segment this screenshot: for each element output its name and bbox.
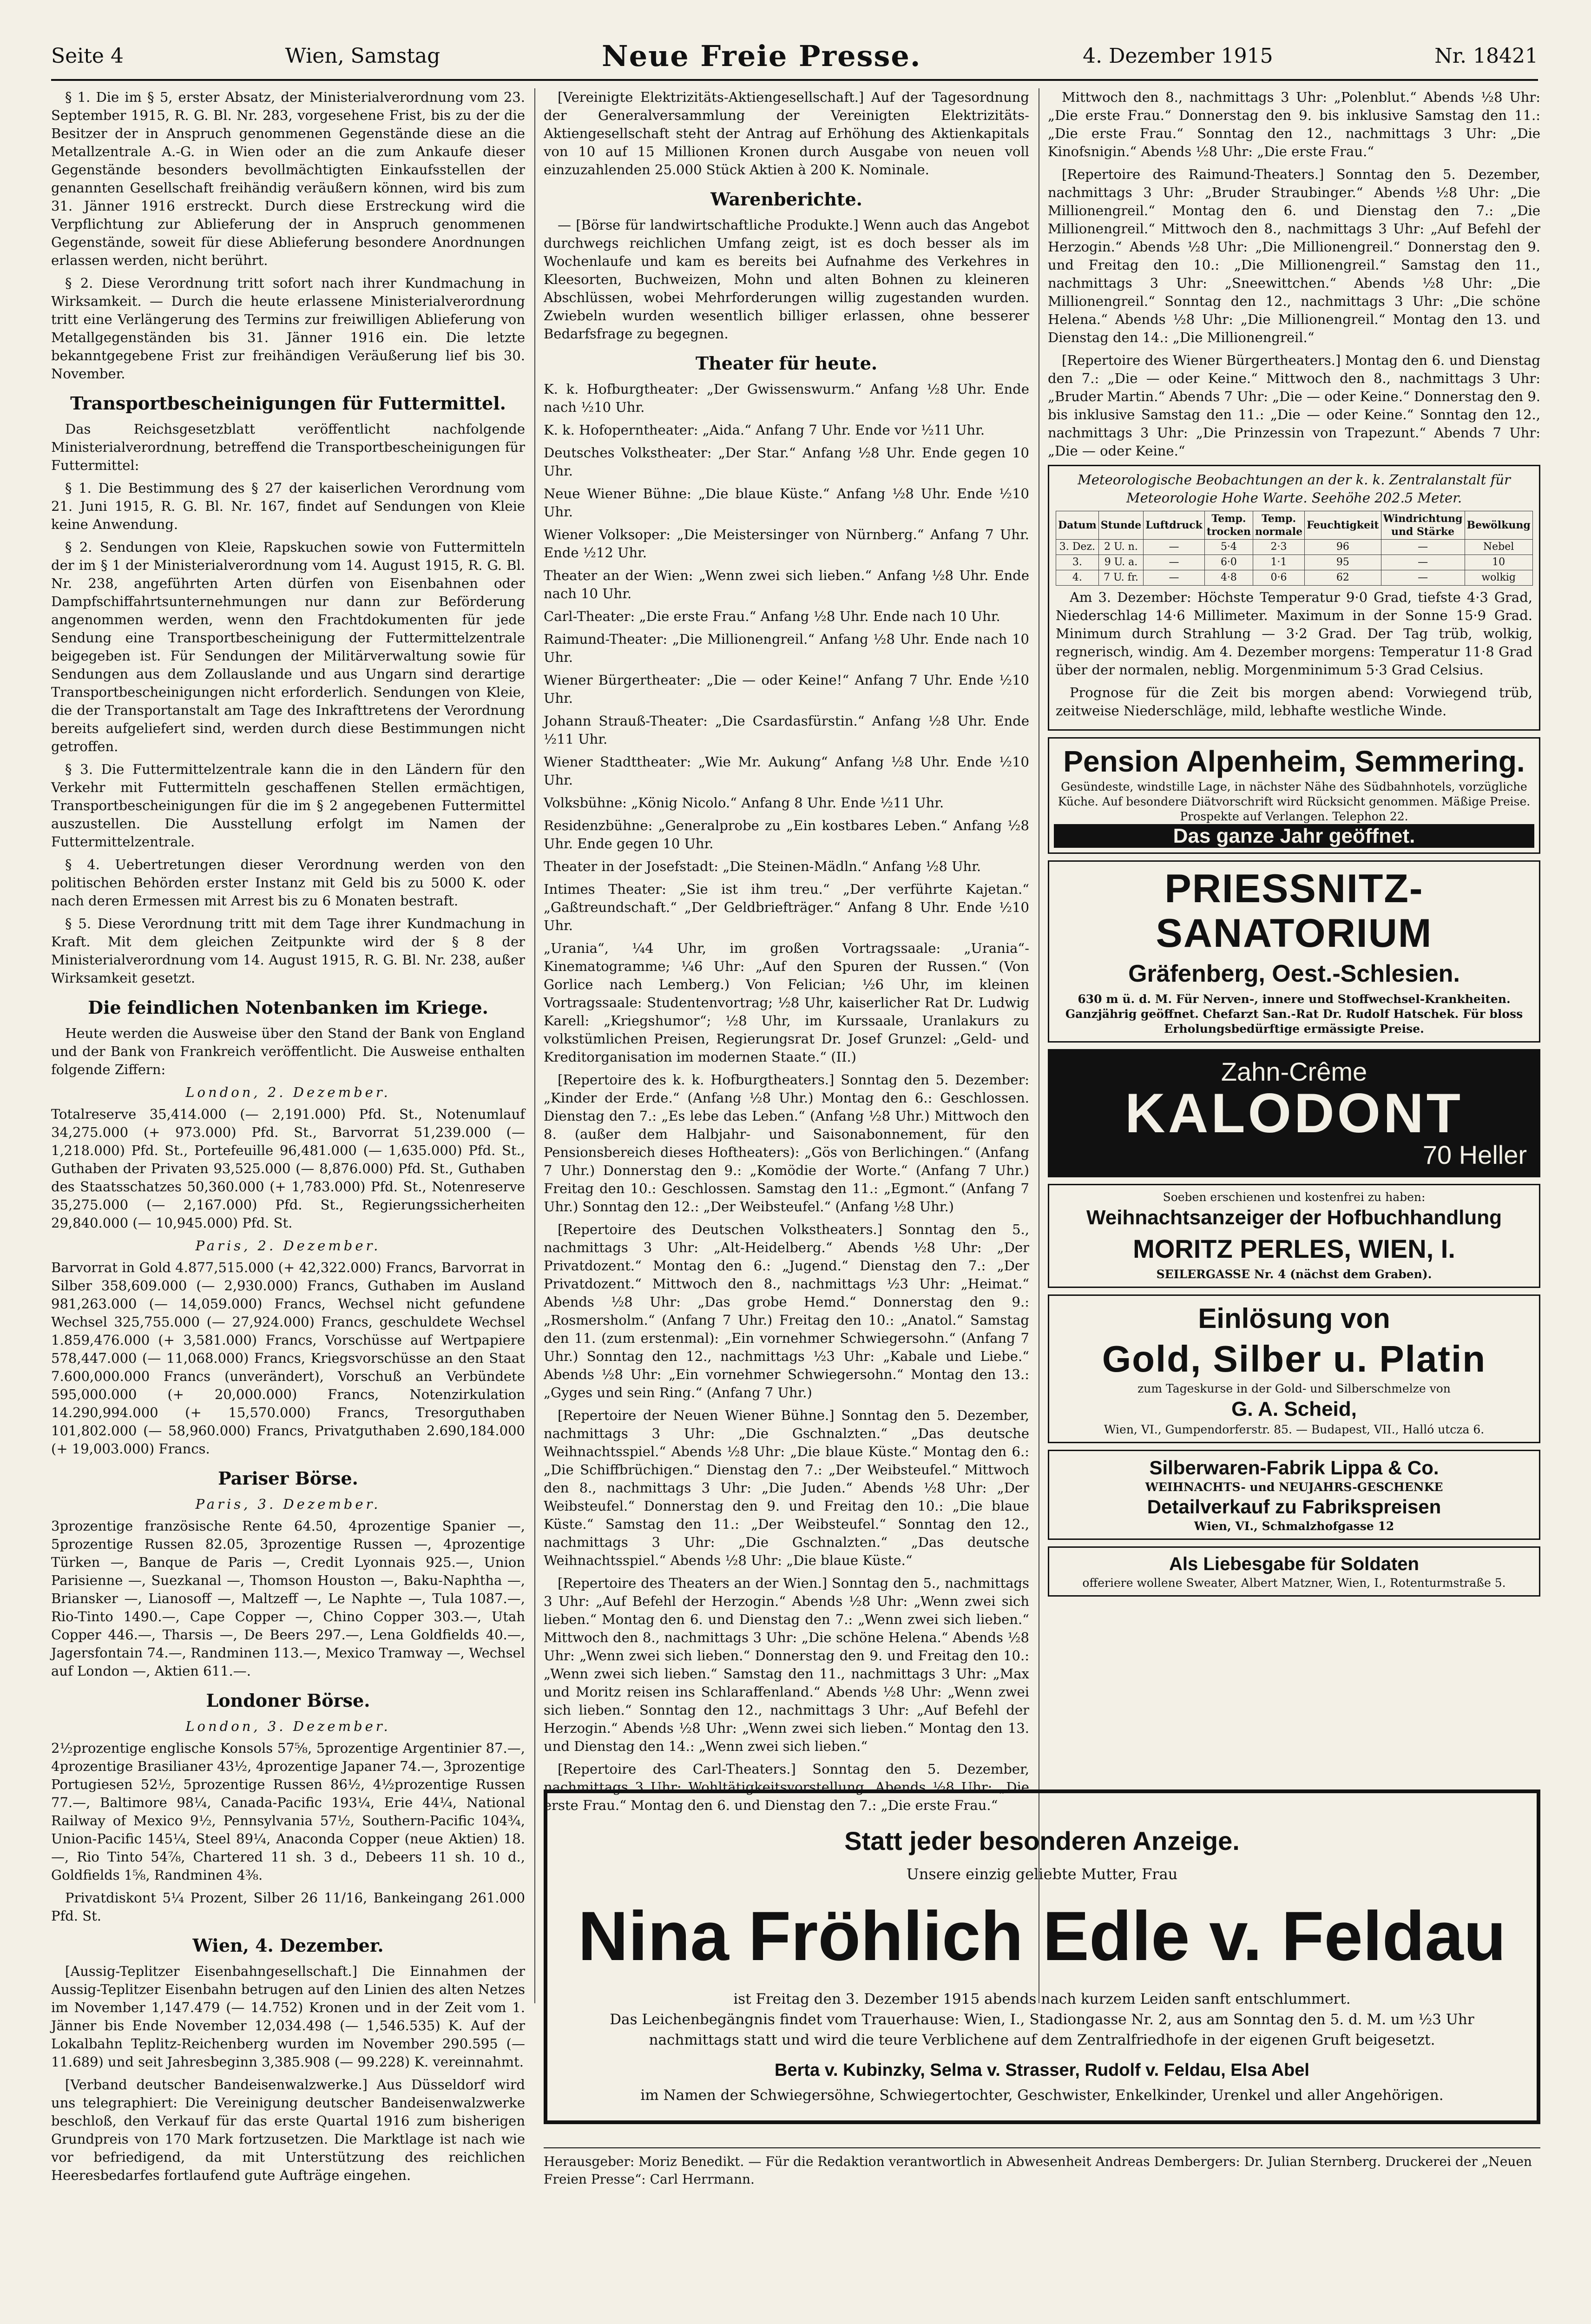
column-rule xyxy=(534,88,535,2003)
ad-priessnitz xyxy=(1048,860,1540,1043)
weather-cell: Nebel xyxy=(1465,540,1532,555)
ad-side: WEIHNACHTS- und NEUJAHRS-GESCHENKE xyxy=(1145,1480,1443,1494)
weather-cell: — xyxy=(1381,540,1465,555)
paragraph: [Repertoire des Wiener Bürgertheaters.] Montag den 6. und Dienstag den 7.: „Die — oder Keine.“ Mittwoch den 8., nachmittags 3 Uhr: „Bruder Martin.“ Abends 7 Uhr: „Die — oder Keine.“ Donnerstag den 9. bis inklusive Samstag den 11.: „Die — oder Keine.“ Sonntag den 12., nachmittags 3 Uhr: „Die Prinzessin von Trapezunt.“ Abends 7 Uhr: „Die — oder Keine.“ xyxy=(1048,352,1540,459)
theater-entry: Raimund-Theater: „Die Millionengreil.“ Anfang ½8 Uhr. Ende nach 10 Uhr. xyxy=(544,631,1029,665)
issue-date: 4. Dezember 1915 xyxy=(1083,44,1273,68)
weather-cell: 9 U. a. xyxy=(1098,555,1143,570)
paragraph: § 1. Die Bestimmung des § 27 der kaiserlichen Verordnung vom 21. Juni 1915, R. G. Bl. Nr. 167, findet auf Sendungen von Kleie keine Anwendung. xyxy=(51,480,525,532)
ad-title: Silberwaren-Fabrik Lippa & Co. xyxy=(1149,1457,1439,1479)
paragraph: Das Reichsgesetzblatt veröffentlicht nachfolgende Ministerialverordnung, betreffend die Transportbescheinigungen für Futtermittel: xyxy=(51,421,525,473)
ad-title: PRIESSNITZ-SANATORIUM xyxy=(1156,866,1433,956)
weather-cell: — xyxy=(1381,570,1465,586)
obituary-notice xyxy=(544,1789,1540,2124)
paragraph: — [Börse für landwirtschaftliche Produkte.] Wenn auch das Angebot durchwegs reichlichen Umfang zeigt, ist es doch besser als im Wochenlaufe und kam es bereits bei Aufnahme des Verkehres in Kleesorten, Buchweizen, Mohn und alten Bohnen zu kleineren Abschlüssen, wobei Mehrforderungen willig zugestanden wurden. Zwiebeln wurden wesentlich billiger erlassen, ohne besserer Bedarfsfrage zu begegnen. xyxy=(544,217,1029,342)
ad-lippa xyxy=(1048,1450,1540,1540)
ad-place: Gräfenberg, Oest.-Schlesien. xyxy=(1128,960,1460,987)
ad-text: 630 m ü. d. M. Für Nerven-, innere und Stoffwechsel-Krankheiten. Ganzjährig geöffnet. Chefarzt San.-Rat Dr. Rudolf Hatschek. Für bloss Erholungsbedürftige ermässigte Preise. xyxy=(1065,992,1523,1036)
ad-kalodont-top: Zahn-Crême xyxy=(1221,1057,1367,1086)
paragraph: [Vereinigte Elektrizitäts-Aktiengesellschaft.] Auf der Tagesordnung der Generalversammlung der Vereinigten Elektrizitäts-Aktiengesellschaft steht der Antrag auf Erhöhung des Aktienkapitals von 10 auf 15 Millionen Kronen durch Ausgabe von neuen voll einzuzahlenden 25.000 Stück Aktien à 200 K. Nominale. xyxy=(544,89,1029,178)
ad-text: offeriere wollene Sweater, Albert Matzner, Wien, I., Rotenturmstraße 5. xyxy=(1082,1576,1506,1590)
heading-warenberichte: Warenberichte. xyxy=(710,189,862,210)
theater-entry: K. k. Hofoperntheater: „Aida.“ Anfang 7 Uhr. Ende vor ½11 Uhr. xyxy=(544,422,985,438)
weather-cell: 2 U. n. xyxy=(1098,540,1143,555)
paragraph: Heute werden die Ausweise über den Stand der Bank von England und der Bank von Frankreich veröffentlicht. Die Ausweise enthalten folgende Ziffern: xyxy=(51,1025,525,1077)
theater-entry: Wiener Volksoper: „Die Meistersinger von Nürnberg.“ Anfang 7 Uhr. Ende ½12 Uhr. xyxy=(544,527,1029,561)
weather-row xyxy=(1056,540,1533,555)
weather-header: Bewölkung xyxy=(1465,511,1532,540)
ad-small: Soeben erschienen und kostenfrei zu haben: xyxy=(1163,1190,1426,1204)
weather-cell: 95 xyxy=(1305,555,1381,570)
paragraph: [Repertoire des Theaters an der Wien.] Sonntag den 5., nachmittags 3 Uhr: „Auf Befehl der Herzogin.“ Abends ½8 Uhr: „Wenn zwei sich lieben.“ Montag den 6. und Dienstag den 7.: „Wenn zwei sich lieben.“ Mittwoch den 8., nachmittags 3 Uhr: „Die schöne Helena.“ Abends ½8 Uhr: „Wenn zwei sich lieben.“ Donnerstag den 9. und Freitag den 10.: „Wenn zwei sich lieben.“ Samstag den 11., nachmittags 3 Uhr: „Max und Moritz reisen ins Schlaraffenland.“ Abends ½8 Uhr: „Wenn zwei sich lieben.“ Sonntag den 12., nachmittags 3 Uhr: „Auf Befehl der Herzogin.“ Abends ½8 Uhr: „Wenn zwei sich lieben.“ Montag den 13. und Dienstag den 14.: „Wenn zwei sich lieben.“ xyxy=(544,1575,1029,1754)
theater-entry: K. k. Hofburgtheater: „Der Gwissenswurm.“ Anfang ½8 Uhr. Ende nach ½10 Uhr. xyxy=(544,381,1029,415)
theater-entry: Carl-Theater: „Die erste Frau.“ Anfang ½8 Uhr. Ende nach 10 Uhr. xyxy=(544,608,1000,624)
ad-text: Gesündeste, windstille Lage, in nächster Nähe des Südbahnhotels, vorzügliche Küche. Auf besondere Diätvorschrift wird Rücksicht genommen. Mäßige Preise. Prospekte auf Verlangen. Telephon 22. xyxy=(1058,780,1531,823)
weather-cell: 7 U. fr. xyxy=(1098,570,1143,586)
paragraph: [Repertoire des Carl-Theaters.] Sonntag den 5. Dezember, nachmittags 3 Uhr: Wohltätigkeitsvorstellung. Abends ½8 Uhr: „Die erste Frau.“ Montag den 6. und Dienstag den 7.: „Die erste Frau.“ xyxy=(544,1761,1029,1813)
theater-entry: Theater in der Josefstadt: „Die Steinen-Mädln.“ Anfang ½8 Uhr. xyxy=(544,858,981,874)
paris-stats: Barvorrat in Gold 4.877,515.000 (+ 42,322.000) Francs, Barvorrat in Silber 358,609.000 (— 2,930.000) Francs, Guthaben im Ausland 981,263.000 (— 14,059.000) Francs, Wechsel nicht gefundene Wechsel 325,755.000 (— 27,924.000) Francs, geschuldete Wechsel 1.859,476.000 (+ 3,581.000) Francs, Vorschüsse auf Wertpapiere 578,447.000 (— 11,068.000) Francs, Kriegsvorschüsse an den Staat 7.600,000.000 Francs (unverändert), Vorschuß an Verbündete 595,000.000 (+ 20,000.000) Francs, Notenzirkulation 14.290,994.000 (+ 15,570.000) Francs, Tresorguthaben 101,802.000 (— 58,960.000) Francs, Privatguthaben 2.690,184.000 (+ 19,003.000) Francs. xyxy=(51,1260,525,1457)
ad-title: Gold, Silber u. Platin xyxy=(1102,1338,1486,1380)
ad-liebesgabe xyxy=(1048,1546,1540,1597)
weather-cell: 3. Dez. xyxy=(1056,540,1099,555)
ad-title: Als Liebesgabe für Soldaten xyxy=(1169,1554,1419,1574)
page-number: Seite 4 xyxy=(51,44,124,68)
column-3 xyxy=(1048,88,1540,1771)
heading-pariser-boerse: Pariser Börse. xyxy=(218,1468,358,1489)
dateline: Paris, 2. Dezember. xyxy=(195,1238,381,1254)
theater-entry: Johann Strauß-Theater: „Die Csardasfürstin.“ Anfang ½8 Uhr. Ende ½11 Uhr. xyxy=(544,713,1029,747)
ad-head: Einlösung von xyxy=(1198,1303,1390,1334)
weather-cell: — xyxy=(1144,555,1205,570)
paragraph: [Repertoire des Raimund-Theaters.] Sonntag den 5. Dezember, nachmittags 3 Uhr: „Bruder Straubinger.“ Abends ½8 Uhr: „Die Millionengreil.“ Montag den 6. und Dienstag den 7.: „Die Millionengreil.“ Mittwoch den 8., nachmittags 3 Uhr: „Auf Befehl der Herzogin.“ Abends ½8 Uhr: „Die Millionengreil.“ Donnerstag den 9. und Freitag den 10.: „Die Millionengreil.“ Samstag den 11., nachmittags 3 Uhr: „Sneewittchen.“ Abends ½8 Uhr: „Die Millionengreil.“ Sonntag den 12., nachmittags 3 Uhr: „Die schöne Helena.“ Abends ½8 Uhr: „Die Millionengreil.“ Montag den 13. und Dienstag den 14.: „Die Millionengreil.“ xyxy=(1048,166,1540,345)
paragraph: Privatdiskont 5¼ Prozent, Silber 26 11/16, Bankeingang 261.000 Pfd. St. xyxy=(51,1890,525,1924)
obituary-body: ist Freitag den 3. Dezember 1915 abends nach kurzem Leiden sanft entschlummert. xyxy=(733,1991,1351,2007)
ad-kalodont xyxy=(1048,1049,1540,1177)
weather-cell: 5·4 xyxy=(1204,540,1253,555)
ad-address: Wien, VI., Schmalzhofgasse 12 xyxy=(1194,1519,1394,1533)
weather-cell: — xyxy=(1381,555,1465,570)
masthead: Neue Freie Presse. xyxy=(602,39,921,73)
ad-kalodont-price: 70 Heller xyxy=(1422,1140,1527,1169)
theater-entry: „Urania“, ¼4 Uhr, im großen Vortragssaale: „Urania“-Kinematogramme; ¼6 Uhr: „Auf den Spuren der Russen.“ (Von Gorlice nach Lemberg.) Von Felician; ½6 Uhr, im kleinen Vortragssaale: Studentenvortrag; ½8 Uhr, kaiserlicher Rat Dr. Ludwig Karell: „Kriegshumor“; ½8 Uhr, im Kurssaale, Uranlakurs zu volkstümlichen Preisen, Regierungsrat Dr. Josef Grunzel: „Geld- und Kreditorganisation im modernen Staate.“ (II.) xyxy=(544,940,1029,1065)
theater-entry: Deutsches Volkstheater: „Der Star.“ Anfang ½8 Uhr. Ende gegen 10 Uhr. xyxy=(544,445,1029,479)
ad-title: Weihnachtsanzeiger der Hofbuchhandlung xyxy=(1086,1206,1502,1229)
weather-row xyxy=(1056,570,1533,586)
london-stats: Totalreserve 35,414.000 (— 2,191.000) Pfd. St., Notenumlauf 34,275.000 (+ 973.000) Pfd. St., Barvorrat 51,239.000 (— 1,218.000) Pfd. St., Portefeuille 96,481.000 (— 1,635.000) Pfd. St., Guthaben der Privaten 93,525.000 (— 8,876.000) Pfd. St., Guthaben des Staatsschatzes 50,360.000 (+ 1,783.000) Pfd. St., Notenreserve 35,275.000 (— 2,167.000) Pfd. St., Regierungssicherheiten 29,840.000 (— 10,945.000) Pfd. St. xyxy=(51,1106,525,1231)
weather-header: Luftdruck xyxy=(1144,511,1205,540)
weather-cell: 10 xyxy=(1465,555,1532,570)
issue-number: Nr. 18421 xyxy=(1434,44,1538,68)
ad-address: SEILERGASSE Nr. 4 (nächst dem Graben). xyxy=(1156,1268,1432,1281)
ad-name: MORITZ PERLES, WIEN, I. xyxy=(1133,1234,1455,1263)
theater-entry: Wiener Bürgertheater: „Die — oder Keine!“ Anfang 7 Uhr. Ende ½10 Uhr. xyxy=(544,672,1029,706)
column-1 xyxy=(51,88,525,2183)
weather-cell: 96 xyxy=(1305,540,1381,555)
paragraph: [Repertoire des Deutschen Volkstheaters.] Sonntag den 5., nachmittags 3 Uhr: „Alt-Heidelberg.“ Abends ½8 Uhr: „Der Privatdozent.“ Montag den 6.: „Jugend.“ Dienstag den 7.: „Der Privatdozent.“ Mittwoch den 8., nachmittags ½3 Uhr: „Heimat.“ Abends ½8 Uhr: „Das grobe Hemd.“ Donnerstag den 9.: „Rosmersholm.“ (Anfang 7 Uhr.) Freitag den 10.: „Anatol.“ Samstag den 11. (zum erstenmal): „Ein vornehmer Schwiegersohn.“ (Anfang 7 Uhr.) Sonntag den 12., nachmittags ½3 Uhr: „Kabale und Liebe.“ Abends ½8 Uhr: „Ein vornehmer Schwiegersohn.“ Montag den 13.: „Gyges und sein Ring.“ (Anfang 7 Uhr.) xyxy=(544,1221,1029,1400)
dateline: London, 2. Dezember. xyxy=(185,1084,391,1100)
imprint-text: Herausgeber: Moriz Benedikt. — Für die Redaktion verantwortlich in Abwesenheit Andreas Dembergers: Dr. Julian Sternberg. Druckerei der „Neuen Freien Presse“: Carl Herrmann. xyxy=(544,2154,1532,2187)
ad-small: zum Tageskurse in der Gold- und Silberschmelze von xyxy=(1137,1382,1451,1395)
ad-line2: Detailverkauf zu Fabrikspreisen xyxy=(1147,1496,1441,1518)
theater-entry: Theater an der Wien: „Wenn zwei sich lieben.“ Anfang ½8 Uhr. Ende nach 10 Uhr. xyxy=(544,568,1029,601)
obituary-line: Unsere einzig geliebte Mutter, Frau xyxy=(906,1865,1178,1883)
page-header xyxy=(51,33,1538,81)
paragraph: [Aussig-Teplitzer Eisenbahngesellschaft.] Die Einnahmen der Aussig-Teplitzer Eisenbahn betrugen auf den Linien des alten Netzes im November 1,147.479 (— 14.752) Kronen und in der Zeit vom 1. Jänner bis Ende November 12,034.498 (— 1,546.535) K. Auf der Lokalbahn Teplitz-Reichenberg wurden im November 290.595 (— 11.689) und seit Jahresbeginn 3,385.908 (— 99.228) K. vereinnahmt. xyxy=(51,1963,525,2070)
paragraph: [Verband deutscher Bandeisenwalzwerke.] Aus Düsseldorf wird uns telegraphiert: Die Vereinigung deutscher Bandeisenwalzwerke beschloß, den Verkauf für das erste Quartal 1916 zum bisherigen Grundpreis von 170 Mark fortzusetzen. Die Marktlage ist nach wie vor befriedigend, da mit Unterstützung des reichlichen Heeresbedarfes fortlaufend gute Aufträge eingehen. xyxy=(51,2077,525,2183)
weather-table xyxy=(1056,511,1533,586)
paragraph: § 3. Die Futtermittelzentrale kann die in den Ländern für den Verkehr mit Futtermitteln geschaffenen Stellen ermächtigen, Transportbescheinigungen für die im § 2 angegebenen Futtermittel auszustellen. Die Ausstellung erfolgt im Namen der Futtermittelzentrale. xyxy=(51,761,525,850)
weather-cell: 62 xyxy=(1305,570,1381,586)
ad-address: Wien, VI., Gumpendorferstr. 85. — Budapest, VII., Halló utcza 6. xyxy=(1104,1423,1485,1436)
paragraph: § 5. Diese Verordnung tritt mit dem Tage ihrer Kundmachung in Kraft. Mit dem gleichen Zeitpunkte wird der § 8 der Ministerialverordnung vom 14. August 1915, R. G. Bl. Nr. 238, außer Wirksamkeit gesetzt. xyxy=(51,916,525,986)
paragraph: [Repertoire des k. k. Hofburgtheaters.] Sonntag den 5. Dezember: „Kinder der Erde.“ (Anfang ½8 Uhr.) Montag den 6.: Geschlossen. Dienstag den 7.: „Es lebe das Leben.“ (Anfang ½8 Uhr.) Mittwoch den 8. (außer dem Halbjahr- und Saisonabonnement, für den Pensionsbereich dieses Hoftheaters): „Gös von Berlichingen.“ (Anfang 7 Uhr.) Donnerstag den 9.: „Komödie der Worte.“ (Anfang 7 Uhr.) Freitag den 10.: Geschlossen. Samstag den 11.: „Egmont.“ (Anfang 7 Uhr.) Sonntag den 12.: „Der Weibsteufel.“ (Anfang ½8 Uhr.) xyxy=(544,1072,1029,1215)
weather-cell: 6·0 xyxy=(1204,555,1253,570)
weather-title: Meteorologische Beobachtungen an der k. k. Zentralanstalt für Meteorologie Hohe Warte. Seehöhe 202.5 Meter. xyxy=(1078,472,1511,506)
weather-cell: — xyxy=(1144,570,1205,586)
londoner-quotes: 2½prozentige englische Konsols 57⅝, 5prozentige Argentinier 87.—, 4prozentige Brasilianer 43½, 4prozentige Japaner 74.—, 3prozentige Portugiesen 52½, 5prozentige Russen 86½, 4½prozentige Russen 77.—, Baltimore 98¼, Canada-Pacific 193¼, Erie 44¼, National Railway of Mexico 9½, Pennsylvania 57½, Southern-Pacific 104¾, Union-Pacific 145¼, Steel 89¼, Anaconda Copper (neue Aktien) 18.—, Rio Tinto 54⅞, Chartered 11 sh. 3 d., Debeers 11 sh. 10 d., Goldfields 1⅝, Randminen 4⅜. xyxy=(51,1740,525,1883)
weather-cell: — xyxy=(1144,540,1205,555)
theater-entry: Residenzbühne: „Generalprobe zu „Ein kostbares Leben.“ Anfang ½8 Uhr. Ende gegen 10 Uhr. xyxy=(544,818,1029,852)
weather-forecast: Prognose für die Zeit bis morgen abend: Vorwiegend trüb, zeitweise Niederschläge, mild, lebhafte westliche Winde. xyxy=(1056,685,1532,719)
weather-header: Datum xyxy=(1056,511,1099,540)
weather-cell: 0·6 xyxy=(1253,570,1304,586)
theater-entry: Intimes Theater: „Sie ist ihm treu.“ „Der verführte Kajetan.“ „Gaßtreundschaft.“ „Der Geldbriefträger.“ Anfang 8 Uhr. Ende ½10 Uhr. xyxy=(544,881,1029,933)
weather-cell: wolkig xyxy=(1465,570,1532,586)
weather-box xyxy=(1048,465,1540,731)
column-2 xyxy=(544,88,1029,1813)
theater-entry: Neue Wiener Bühne: „Die blaue Küste.“ Anfang ½8 Uhr. Ende ½10 Uhr. xyxy=(544,486,1029,520)
weather-text: Am 3. Dezember: Höchste Temperatur 9·0 Grad, tiefste 4·3 Grad, Niederschlag 14·6 Millimeter. Maximum in der Sonne 15·9 Grad. Minimum durch Strahlung — 3·2 Grad. Der Tag trüb, wolkig, regnerisch, windig. Am 4. Dezember morgens: Temperatur 11·8 Grad über der normalen, neblig. Morgenminimum 5·3 Grad Celsius. xyxy=(1056,589,1532,678)
dateline: Paris, 3. Dezember. xyxy=(195,1496,381,1512)
ad-gold-silber xyxy=(1048,1294,1540,1443)
heading-wien: Wien, 4. Dezember. xyxy=(192,1935,384,1956)
obituary-intro: Statt jeder besonderen Anzeige. xyxy=(844,1826,1240,1855)
weather-cell: 4. xyxy=(1056,570,1099,586)
pariser-quotes: 3prozentige französische Rente 64.50, 4prozentige Spanier —, 5prozentige Russen 82.05, 3prozentige Russen —, 4prozentige Türken —, Banque de Paris —, Credit Lyonnais 925.—, Union Parisienne —, Suezkanal —, Thomson Houston —, Baku-Naphtha —, Briansker —, Lianosoff —, Maltzeff —, Le Naphte —, Tula 1087.—, Rio-Tinto 1490.—, Cape Copper —, Chino Copper 303.—, Utah Copper 446.—, Tharsis —, De Beers 297.—, Lena Goldfields 40.—, Jagersfontain 74.—, Randminen 113.—, Mexico Tramway —, Wechsel auf London —, Aktien 611.—. xyxy=(51,1518,525,1679)
weather-cell: 4·8 xyxy=(1204,570,1253,586)
heading-londoner-boerse: Londoner Börse. xyxy=(206,1690,370,1711)
weather-header: Stunde xyxy=(1098,511,1143,540)
obituary-name: Nina Fröhlich Edle v. Feldau xyxy=(578,1897,1506,1975)
weather-header: Windrichtung und Stärke xyxy=(1381,511,1465,540)
weather-cell: 2·3 xyxy=(1253,540,1304,555)
theater-entry: Volksbühne: „König Nicolo.“ Anfang 8 Uhr. Ende ½11 Uhr. xyxy=(544,795,944,811)
ad-kalodont-brand: KALODONT xyxy=(1125,1082,1463,1144)
heading-notenbanken: Die feindlichen Notenbanken im Kriege. xyxy=(88,997,488,1018)
weather-cell: 3. xyxy=(1056,555,1099,570)
obituary-mourners: Berta v. Kubinzky, Selma v. Strasser, Rudolf v. Feldau, Elsa Abel xyxy=(775,2060,1309,2080)
obituary-body: Das Leichenbegängnis findet vom Trauerhause: Wien, I., Stadiongasse Nr. 2, aus am Sonntag den 5. d. M. um ½3 Uhr nachmittags statt und wird die teure Verblichene auf dem Zentralfriedhofe in der eigenen Gruft beigesetzt. xyxy=(610,2011,1474,2048)
dateline: London, 3. Dezember. xyxy=(185,1718,391,1734)
ad-banner: Das ganze Jahr geöffnet. xyxy=(1054,824,1534,848)
weather-header: Feuchtigkeit xyxy=(1305,511,1381,540)
ad-firm: G. A. Scheid, xyxy=(1231,1398,1357,1420)
heading-transport: Transportbescheinigungen für Futtermittel. xyxy=(70,393,506,414)
paragraph: Mittwoch den 8., nachmittags 3 Uhr: „Polenblut.“ Abends ½8 Uhr: „Die erste Frau.“ Donnerstag den 9. bis inklusive Samstag den 11.: „Die erste Frau.“ Sonntag den 12., nachmittags 3 Uhr: „Die Kinofsnigin.“ Abends ½8 Uhr: „Die erste Frau.“ xyxy=(1048,89,1540,159)
theater-list xyxy=(544,380,1029,1066)
imprint-footer xyxy=(544,2147,1540,2188)
ad-pension-alpenheim xyxy=(1048,737,1540,854)
ad-title: Pension Alpenheim, Semmering. xyxy=(1063,745,1525,778)
weather-row xyxy=(1056,555,1533,570)
paragraph: § 2. Diese Verordnung tritt sofort nach ihrer Kundmachung in Wirksamkeit. — Durch die heute erlassene Ministerialverordnung tritt eine Verlängerung des Termins zur freiwilligen Ablieferung von Metallgegenständen bis 31. Jänner 1916 ein. Die letzte bekanntgegebene Frist zur freihändigen Veräußerung lief bis 30. November. xyxy=(51,275,525,382)
paragraph: § 1. Die im § 5, erster Absatz, der Ministerialverordnung vom 23. September 1915, R. G. Bl. Nr. 283, vorgesehene Frist, bis zu der die Besitzer der in Anspruch genommenen Gegenstände diese an die Metallzentrale A.-G. in Wien oder an die zum Ankaufe dieser Gegenstände besonders bevollmächtigten Einkaufsstellen der genannten Gesellschaft freihändig veräußern können, wird bis zum 31. Jänner 1916 erstreckt. Durch diese Erstreckung wird die Verpflichtung zur Ablieferung der in Anspruch genommenen Gegenstände, soweit für diese Ablieferung besondere Anordnungen erlassen werden, nicht berührt. xyxy=(51,89,525,268)
weather-header: Temp. normale xyxy=(1253,511,1304,540)
heading-theater: Theater für heute. xyxy=(695,353,878,374)
ad-moritz-perles xyxy=(1048,1184,1540,1288)
place-date: Wien, Samstag xyxy=(285,44,440,68)
weather-header: Temp. trocken xyxy=(1204,511,1253,540)
paragraph: [Repertoire der Neuen Wiener Bühne.] Sonntag den 5. Dezember, nachmittags 3 Uhr: „Die Gschnalzten.“ „Das deutsche Weihnachtsspiel.“ Abends ½8 Uhr: „Die blaue Küste.“ Montag den 6.: „Die Schiffbrüchigen.“ Dienstag den 7.: „Der Weibsteufel.“ Mittwoch den 8., nachmittags 3 Uhr: „Die Juden.“ Abends ½8 Uhr: „Der Weibsteufel.“ Donnerstag den 9. und Freitag den 10.: „Die blaue Küste.“ Samstag den 11.: „Der Weibsteufel.“ Sonntag den 12., nachmittags 3 Uhr: „Die Gschnalzten.“ „Das deutsche Weihnachtsspiel.“ Abends ½8 Uhr: „Die blaue Küste.“ xyxy=(544,1407,1029,1568)
weather-cell: 1·1 xyxy=(1253,555,1304,570)
paragraph: § 4. Uebertretungen dieser Verordnung werden von den politischen Behörden erster Instanz mit Geld bis zu 5000 K. oder nach deren Ermessen mit Arrest bis zu 6 Monaten bestraft. xyxy=(51,857,525,909)
obituary-closing: im Namen der Schwiegersöhne, Schwiegertochter, Geschwister, Enkelkinder, Urenkel und aller Angehörigen. xyxy=(640,2087,1444,2104)
paragraph: § 2. Sendungen von Kleie, Rapskuchen sowie von Futtermitteln der im § 1 der Ministerialverordnung vom 14. August 1915, R. G. Bl. Nr. 238, angeführten Arten dürfen von Eisenbahnen oder Dampfschiffahrtsunternehmungen nur dann zur Beförderung angenommen werden, wenn den Frachtdokumenten für jede Sendung eine Transportbescheinigung der Futtermittelzentrale beigegeben ist. Für Sendungen der Militärverwaltung sowie für Sendungen aus dem Zollauslande und aus Ungarn sind derartige Transportbescheinigungen nicht erforderlich. Sendungen von Kleie, die der Transportanstalt am Tage des Inkrafttretens der Verordnung bereits aufgeliefert sind, werden durch diese Bestimmungen nicht getroffen. xyxy=(51,539,525,754)
theater-entry: Wiener Stadttheater: „Wie Mr. Aukung“ Anfang ½8 Uhr. Ende ½10 Uhr. xyxy=(544,754,1029,788)
